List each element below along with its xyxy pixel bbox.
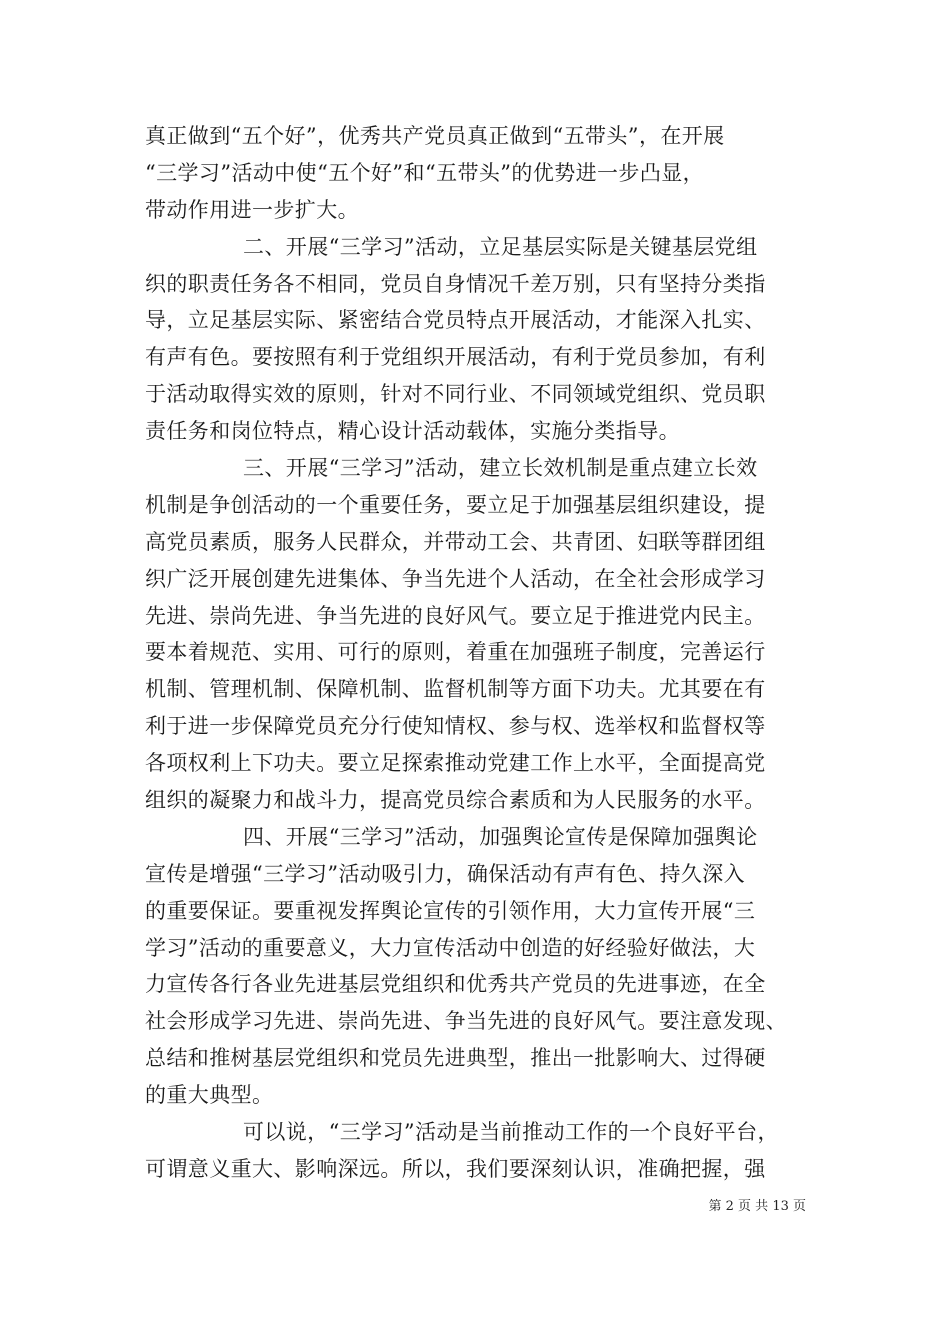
text-line: 机制、管理机制、保障机制、监督机制等方面下功夫。尤其要在有: [145, 677, 766, 702]
text-line: 利于进一步保障党员充分行使知情权、参与权、选举权和监督权等: [145, 714, 766, 739]
text-line: 于活动取得实效的原则，针对不同行业、不同领域党组织、党员职: [145, 382, 766, 407]
text-line: 责任务和岗位特点，精心设计活动载体，实施分类指导。: [145, 419, 680, 444]
text-line: 的重大典型。: [145, 1083, 274, 1108]
text-line: 高党员素质，服务人民群众，并带动工会、共青团、妇联等群团组: [145, 529, 766, 554]
text-line: 宣传是增强“三学习”活动吸引力，确保活动有声有色、持久深入: [145, 861, 746, 886]
page-number: 第 2 页 共 13 页: [708, 1199, 806, 1214]
text-line: 导，立足基层实际、紧密结合党员特点开展活动，才能深入扎实、: [145, 308, 766, 333]
text-line: 有声有色。要按照有利于党组织开展活动，有利于党员参加，有利: [145, 345, 766, 370]
text-line: 可谓意义重大、影响深远。所以，我们要深刻认识，准确把握，强: [145, 1156, 766, 1181]
text-line: 带动作用进一步扩大。: [145, 197, 359, 222]
text-line: 要本着规范、实用、可行的原则，着重在加强班子制度，完善运行: [145, 640, 766, 665]
text-line: 织广泛开展创建先进集体、争当先进个人活动，在全社会形成学习: [145, 566, 766, 591]
text-line: 组织的凝聚力和战斗力，提高党员综合素质和为人民服务的水平。: [145, 788, 766, 813]
text-line: 总结和推树基层党组织和党员先进典型，推出一批影响大、过得硬: [145, 1046, 766, 1071]
text-line: “三学习”活动中使“五个好”和“五带头”的优势进一步凸显，: [145, 160, 705, 185]
text-line: 社会形成学习先进、崇尚先进、争当先进的良好风气。要注意发现、: [145, 1009, 787, 1034]
paragraph-first-line: 三、开展“三学习”活动，建立长效机制是重点建立长效: [243, 456, 758, 481]
text-line: 各项权利上下功夫。要立足探索推动党建工作上水平，全面提高党: [145, 751, 766, 776]
text-line: 的重要保证。要重视发挥舆论宣传的引领作用，大力宣传开展“三: [145, 898, 756, 923]
body-text: [145, 118, 810, 1188]
text-line: 机制是争创活动的一个重要任务，要立足于加强基层组织建设，提: [145, 492, 766, 517]
text-line: 学习”活动的重要意义，大力宣传活动中创造的好经验好做法，大: [145, 935, 756, 960]
paragraph-first-line: 可以说，“三学习”活动是当前推动工作的一个良好平台，: [243, 1120, 779, 1145]
text-line: 力宣传各行各业先进基层党组织和优秀共产党员的先进事迹，在全: [145, 972, 766, 997]
text-line: 先进、崇尚先进、争当先进的良好风气。要立足于推进党内民主。: [145, 603, 766, 628]
text-line: 织的职责任务各不相同，党员自身情况千差万别，只有坚持分类指: [145, 271, 766, 296]
paragraph-first-line: 二、开展“三学习”活动，立足基层实际是关键基层党组: [243, 234, 758, 259]
text-line: 真正做到“五个好”，优秀共产党员真正做到“五带头”，在开展: [145, 124, 725, 148]
paragraph-first-line: 四、开展“三学习”活动，加强舆论宣传是保障加强舆论: [243, 824, 758, 849]
